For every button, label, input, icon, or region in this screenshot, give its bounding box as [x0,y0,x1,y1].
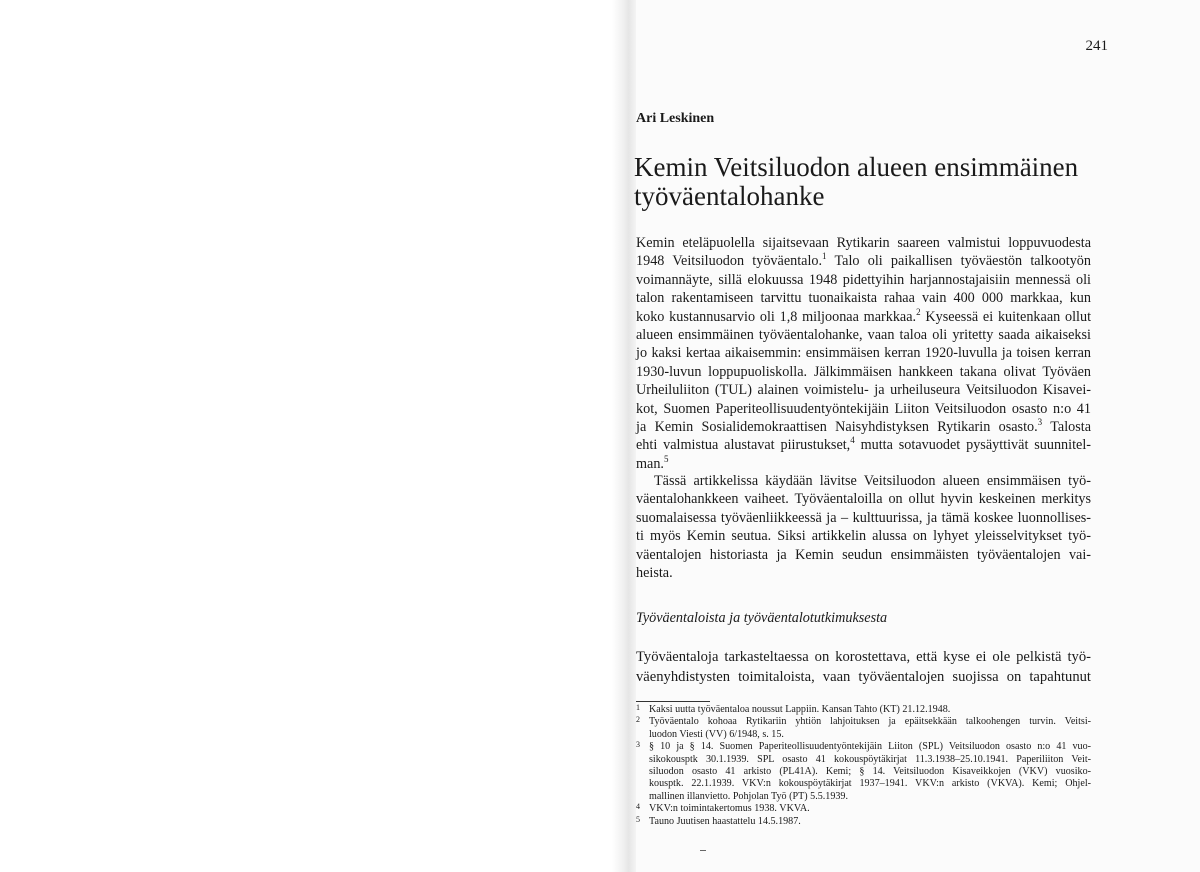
paragraph-intro [636,234,1091,473]
text-line: ja Kemin Sosialidemokraattisen Naisyhdistyksen Rytikarin osasto.$^3$ Talosta [636,417,1092,436]
footnote [636,803,1091,815]
footnote-line: Tauno Juutisen haastattelu 14.5.1987. [649,815,801,827]
text-line: väentalohankkeen vaiheet. Työväentaloilla on ollut hyvin keskeinen merkitys [636,491,1091,508]
footnote-number: 4 [636,802,640,812]
scan-mark [700,850,706,851]
footnote-ref: 4 [850,435,855,446]
footnote [636,741,1091,803]
paragraph-second [636,472,1091,582]
footnotes [636,704,1091,828]
footnote-line: sikokousptk 30.1.1939. SPL osasto 41 kokouspöytäkirjat 11.3.1938–25.10.1941. Paperiliiton Veit- [649,753,1091,765]
footnote-line: Kaksi uutta työväentaloa noussut Lappiin. Kansan Tahto (KT) 21.12.1948. [649,704,951,715]
footnote [636,716,1091,741]
footnote-ref: 1 [822,251,827,262]
book-gutter [612,0,636,872]
footnote-line: VKV:n toimintakertomus 1938. VKVA. [649,803,810,815]
text-line: suomalaisessa työväenliikkeessä ja – kulttuurissa, ja tämä koskee luonnollises- [636,509,1091,526]
text-line: väenyhdistysten toimitaloista, vaan työväentalojen suojissa on tapahtunut [636,668,1091,685]
text-line: 1930-luvun loppupuoliskolla. Jälkimmäisen hankkeen takana olivat Työväen [636,363,1091,380]
text-line: kot, Suomen Paperiteollisuudentyöntekijäin Liiton Veitsiluodon osasto n:o 41 [636,400,1091,417]
text-line: Kemin eteläpuolella sijaitsevaan Rytikarin saareen valmistui loppuvuodesta [636,235,1091,251]
article-title [634,153,1114,211]
text-line: jo kaksi kertaa aikaisemmin: ensimmäisen kerran 1920-luvulla ja toisen kerran [636,345,1091,362]
footnote [636,704,1091,716]
footnote-line: kousptk. 22.1.1939. VKV:n kokouspöytäkirjat 1937–1941. VKV:n arkisto (VKVA). Kemi; Ohjel- [649,778,1091,790]
text-line: ti myös Kemin seutua. Siksi artikkelin alussa on lyhyet yleisselvitykset työ- [636,528,1091,545]
paragraph-section [636,648,1091,687]
text-line: Tässä artikkelissa käydään lävitse Veitsiluodon alueen ensimmäisen työ- [654,473,1091,489]
page-number: 241 [1085,38,1108,54]
footnote-number: 1 [636,703,640,712]
footnote-ref: 2 [916,306,921,317]
footnote-divider [636,701,710,702]
footnote-number: 3 [636,740,640,750]
footnote-number: 2 [636,715,640,725]
text-line: heista. [636,565,673,582]
text-line: Urheiluliiton (TUL) alainen voimistelu- ja urheiluseura Veitsiluodon Kisavei- [636,382,1091,399]
text-line: 1948 Veitsiluodon työväentalo.$^1$ Talo oli paikallisen työväestön talkootyön [636,251,1091,270]
footnote-line: mallinen illanvietto. Pohjolan Työ (PT) 5.5.1939. [649,790,849,802]
footnote [636,816,1091,828]
text-line: man.$^5$ [636,453,669,472]
footnote-ref: 5 [663,453,669,464]
text-line: väentalojen historiasta ja Kemin seudun ensimmäisten työväentalojen vai- [636,546,1091,563]
footnote-line: § 10 ja § 14. Suomen Paperiteollisuudentyöntekijäin Liiton (SPL) Veitsiluodon osasto n:o 41 vuo- [649,741,1091,753]
footnote-line: Työväentalo kohoaa Rytikariin yhtiön lahjoituksen ja epäitsekkään talkoohengen turvin. Veitsi- [649,716,1091,728]
footnote-ref: 3 [1037,417,1043,428]
text-line: voimannäyte, sillä elokuussa 1948 pidettyihin harjannostajaisiin mennessä oli [636,271,1091,288]
text-line: koko kustannusarvio oli 1,8 miljoonaa markkaa.$^2$ Kyseessä ei kuitenkaan ollut [636,306,1092,325]
title-line: työväentalohanke [634,181,825,211]
text-line: alueen ensimmäinen työväentalohanke, vaan taloa oli yritetty saada aikaiseksi [636,327,1091,344]
text-line: talon rakentamiseen tarvittu tuonaikaista rahaa vain 400 000 markkaa, kun [636,290,1091,307]
text-line: Työväentaloja tarkasteltaessa on korostettava, että kyse ei ole pelkistä työ- [636,649,1091,665]
footnote-number: 5 [636,814,640,824]
section-subheading: Työväentaloista ja työväentalotutkimuksesta [636,610,888,626]
text-line: ehti valmistua alustavat piirustukset,$^4$ mutta sotavuodet pysäyttivät suunnitel- [636,435,1091,454]
author-name: Ari Leskinen [636,111,715,126]
footnote-line: siluodon osasto 41 arkisto (PL41A). Kemi; § 14. Veitsiluodon Kisaveikkojen (VKV) vuosiko- [649,766,1091,778]
footnote-line: luodon Viesti (VV) 6/1948, s. 15. [649,728,784,740]
title-line: Kemin Veitsiluodon alueen ensimmäinen [634,152,1079,182]
